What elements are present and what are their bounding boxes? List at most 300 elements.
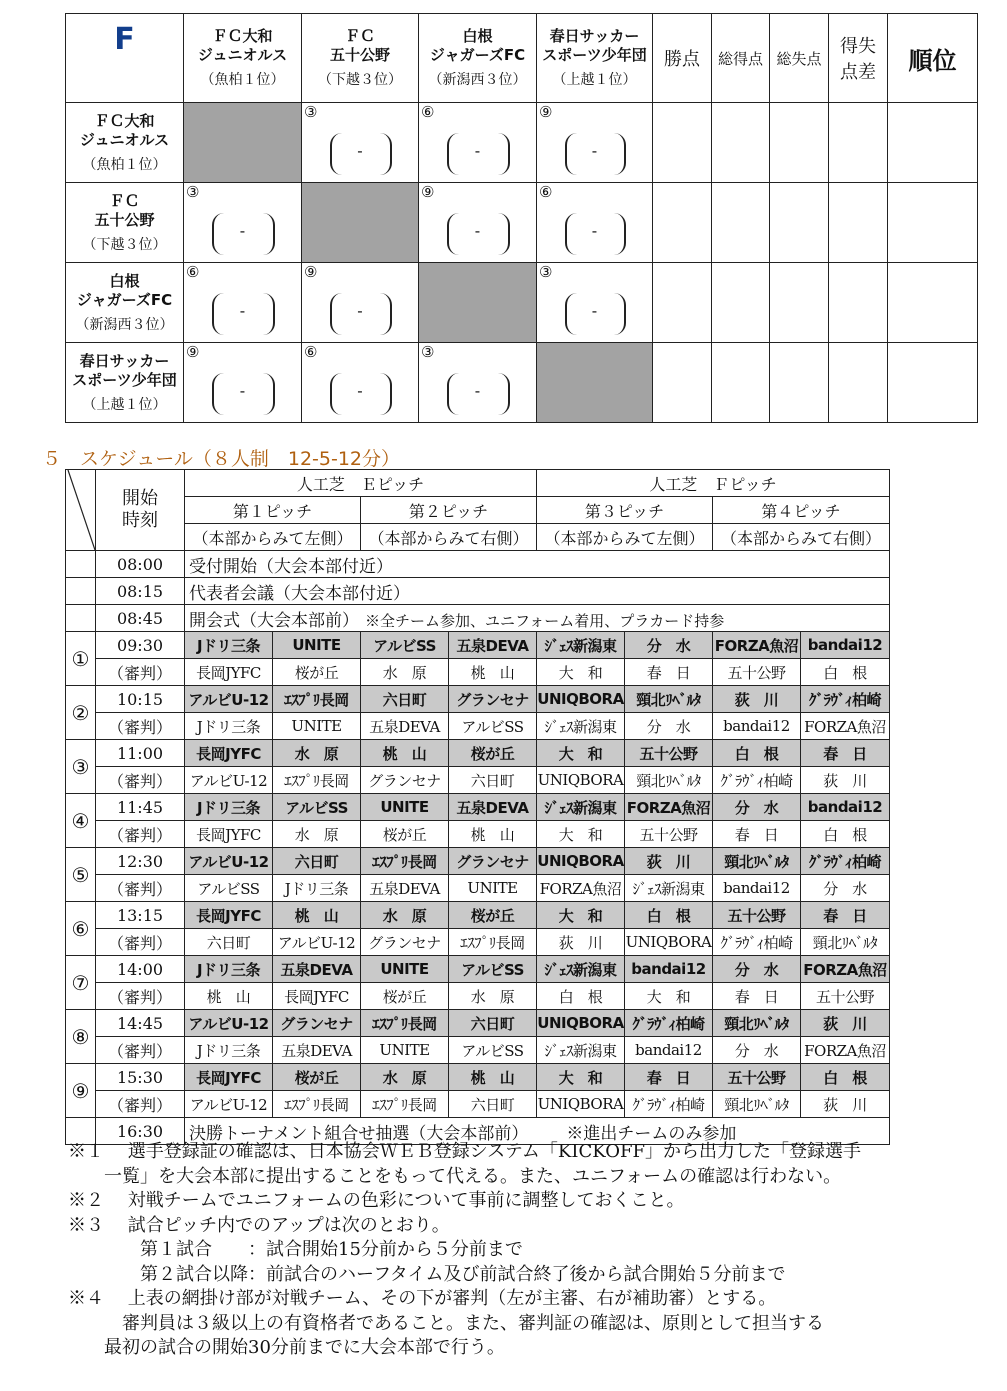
score-box [184, 183, 301, 262]
field-header: 人工芝 Ｆピッチ [537, 470, 890, 497]
score-box [537, 263, 652, 342]
event-text [185, 578, 890, 605]
blank-cell [66, 578, 96, 605]
referee-team: 桃 山 [449, 821, 537, 848]
stat-cell [829, 263, 888, 343]
round-time: 14:45 [96, 1010, 185, 1037]
referee-team: 桃 山 [449, 659, 537, 686]
referee-team: ｴｽﾌﾟﾘ長岡 [273, 1091, 361, 1118]
event-note: ※進出チームのみ参加 [566, 1123, 737, 1144]
match-team: 長岡JYFC [185, 740, 273, 767]
match-team: アルビU-12 [185, 686, 273, 713]
score-dash: - [239, 301, 246, 320]
event-note: ※全チーム参加、ユニフォーム着用、プラカード持参 [365, 611, 725, 630]
score-dash: - [591, 141, 598, 160]
referee-team: ｴｽﾌﾟﾘ長岡 [361, 1091, 449, 1118]
score-box [419, 103, 536, 182]
referee-team: 桃 山 [185, 983, 273, 1010]
pitch-name: 第３ピッチ [537, 497, 713, 524]
referee-team: 六日町 [449, 1091, 537, 1118]
note-line: ※１ 選手登録証の確認は、日本協会ＷＥＢ登録システム「KICKOFF」から出力した「登録選手 [68, 1141, 861, 1162]
league-row [66, 103, 978, 183]
match-team: 大 和 [537, 902, 625, 929]
match-team: Jドリ三条 [185, 956, 273, 983]
stat-cell [653, 103, 712, 183]
event-row [66, 551, 890, 578]
match-team: 春 日 [801, 740, 890, 767]
pitch-sub: （本部からみて左側） [185, 524, 361, 551]
league-table [65, 13, 978, 423]
score-dash: - [239, 221, 246, 240]
self-match-cell [419, 263, 537, 343]
match-team: 桃 山 [449, 1064, 537, 1091]
match-team: UNITE [361, 794, 449, 821]
score-dash: - [357, 301, 363, 320]
match-cell [302, 343, 419, 423]
pool-label: F [66, 14, 184, 103]
referee-team: アルビU-12 [185, 1091, 273, 1118]
match-team: FORZA魚沼 [713, 632, 801, 659]
round-number: ⑨ [304, 263, 318, 281]
score-box [302, 263, 418, 342]
start-time-label: 開始 時刻 [96, 470, 185, 551]
referee-team: ｼﾞｪｽ新潟東 [537, 713, 625, 740]
stat-cell [888, 103, 978, 183]
referee-team: 分 水 [713, 1037, 801, 1064]
match-team: 五泉DEVA [449, 794, 537, 821]
header-team [537, 14, 653, 103]
schedule-title: ５ スケジュール（８人制 12-5-12分） [42, 448, 401, 470]
round-teams-row [66, 1010, 890, 1037]
team-seed: （魚柏１位） [200, 72, 285, 88]
team-seed: （上越１位） [552, 72, 637, 88]
match-team: UNITE [273, 632, 361, 659]
notes [68, 1140, 968, 1361]
referee-team: 大 和 [625, 983, 713, 1010]
referee-team: FORZA魚沼 [537, 875, 625, 902]
note-line: ※２ 対戦チームでユニフォームの色彩について事前に調整しておくこと。 [68, 1190, 685, 1211]
team-seed: （上越１位） [82, 396, 167, 413]
round-number: ⑥ [539, 183, 553, 201]
match-team: 分 水 [625, 632, 713, 659]
referee-label: （審判） [96, 767, 185, 794]
event-title: 代表者会議（大会本部付近） [189, 583, 410, 604]
score-box [537, 103, 652, 182]
stat-cell [653, 183, 712, 263]
referee-team: 春 日 [713, 983, 801, 1010]
schedule-header-row [66, 470, 890, 497]
event-title: 決勝トーナメント組合せ抽選（大会本部前） [189, 1123, 529, 1144]
referee-team: 長岡JYFC [185, 821, 273, 848]
match-team: 水 原 [273, 740, 361, 767]
stat-header: 総得点 [712, 14, 770, 103]
referee-team: 白 根 [801, 821, 890, 848]
match-team: 桜が丘 [273, 1064, 361, 1091]
referee-team: 水 原 [361, 659, 449, 686]
referee-team: 六日町 [185, 929, 273, 956]
score-box [419, 183, 536, 262]
referee-team: ｴｽﾌﾟﾘ長岡 [273, 767, 361, 794]
match-team: 五十公野 [713, 1064, 801, 1091]
pitch-name: 第４ピッチ [713, 497, 890, 524]
referee-label: （審判） [96, 659, 185, 686]
referee-team: Jドリ三条 [185, 1037, 273, 1064]
round-number: ⑤ [66, 848, 96, 902]
referee-team: bandai12 [713, 713, 801, 740]
match-team: アルビU-12 [185, 1010, 273, 1037]
referee-team: グランセナ [361, 929, 449, 956]
referee-team: 長岡JYFC [185, 659, 273, 686]
stat-cell [770, 103, 829, 183]
stat-cell [770, 343, 829, 423]
match-team: UNIQBORA [537, 848, 625, 875]
match-team: ｴｽﾌﾟﾘ長岡 [361, 1010, 449, 1037]
round-teams-row [66, 632, 890, 659]
team-name: ＦＣ 五十公野 [329, 27, 390, 64]
stat-header: 得失 点差 [829, 14, 888, 103]
match-team: アルビSS [449, 956, 537, 983]
match-team: UNIQBORA [537, 1010, 625, 1037]
stat-cell [712, 263, 770, 343]
match-team: ｼﾞｪｽ新潟東 [537, 956, 625, 983]
referee-team: 荻 川 [537, 929, 625, 956]
match-team: 荻 川 [625, 848, 713, 875]
round-time: 11:45 [96, 794, 185, 821]
round-number: ⑨ [539, 103, 553, 121]
pitch-sub: （本部からみて右側） [713, 524, 890, 551]
match-team: 五泉DEVA [449, 632, 537, 659]
referee-team: ｴｽﾌﾟﾘ長岡 [449, 929, 537, 956]
score-dash: - [474, 381, 481, 400]
match-team: ｼﾞｪｽ新潟東 [537, 794, 625, 821]
event-row [66, 578, 890, 605]
match-team: Jドリ三条 [185, 794, 273, 821]
stat-cell [770, 183, 829, 263]
event-time: 08:45 [96, 605, 185, 632]
referee-team: UNIQBORA [537, 1091, 625, 1118]
referee-team: 分 水 [625, 713, 713, 740]
referee-team: 長岡JYFC [273, 983, 361, 1010]
referee-team: アルビU-12 [273, 929, 361, 956]
stat-header: 総失点 [770, 14, 829, 103]
referee-team: FORZA魚沼 [801, 713, 890, 740]
note-line: 第２試合以降：前試合のハーフタイム及び前試合終了後から試合開始５分前まで [68, 1263, 786, 1285]
team-name: 春日サッカー スポーツ少年団 [542, 27, 647, 64]
note-line: 審判員は３級以上の有資格者であること。また、審判証の確認は、原則として担当する [68, 1312, 824, 1334]
match-team: ｴｽﾌﾟﾘ長岡 [361, 848, 449, 875]
match-team: FORZA魚沼 [625, 794, 713, 821]
match-team: UNIQBORA [537, 686, 625, 713]
round-time: 14:00 [96, 956, 185, 983]
referee-team: UNIQBORA [537, 767, 625, 794]
event-title: 受付開始（大会本部付近） [189, 556, 393, 577]
corner-cell [66, 470, 96, 551]
match-team: ｸﾞﾗｳﾞｨ柏崎 [625, 1010, 713, 1037]
round-teams-row [66, 794, 890, 821]
round-teams-row [66, 902, 890, 929]
header-team [302, 14, 419, 103]
stat-header: 順位 [888, 14, 978, 103]
round-number: ③ [421, 343, 435, 361]
team-seed: （新潟西３位） [75, 316, 174, 333]
round-number: ① [66, 632, 96, 686]
referee-team: 大 和 [537, 659, 625, 686]
header-team [419, 14, 537, 103]
match-cell [419, 343, 537, 423]
note-line: 一覧」を大会本部に提出することをもって代える。また、ユニフォームの確認は行わない。 [68, 1165, 842, 1187]
blank-cell [66, 605, 96, 632]
referee-team: 五十公野 [625, 821, 713, 848]
match-cell [537, 183, 653, 263]
row-team [66, 183, 184, 263]
match-team: 長岡JYFC [185, 902, 273, 929]
event-row [66, 605, 890, 632]
team-seed: （下越３位） [318, 72, 402, 88]
referee-team: FORZA魚沼 [801, 1037, 890, 1064]
match-cell [537, 263, 653, 343]
round-time: 15:30 [96, 1064, 185, 1091]
match-team: UNITE [361, 956, 449, 983]
round-number: ③ [539, 263, 553, 281]
round-number: ② [66, 686, 96, 740]
round-refs-row [66, 821, 890, 848]
round-number: ⑥ [186, 263, 200, 281]
stat-cell [829, 343, 888, 423]
team-name: ＦＣ 五十公野 [94, 191, 155, 229]
match-team: 荻 川 [801, 1010, 890, 1037]
round-refs-row [66, 983, 890, 1010]
team-name: 白根 ジャガーズFC [429, 27, 526, 64]
pitch-sub: （本部からみて左側） [537, 524, 713, 551]
match-team: FORZA魚沼 [801, 956, 890, 983]
team-name: 白根 ジャガーズFC [76, 271, 173, 309]
referee-team: 五十公野 [801, 983, 890, 1010]
referee-label: （審判） [96, 1091, 185, 1118]
score-box [537, 183, 652, 262]
league-row [66, 343, 978, 423]
referee-team: bandai12 [713, 875, 801, 902]
referee-team: Jドリ三条 [185, 713, 273, 740]
referee-team: 水 原 [273, 821, 361, 848]
match-team: 五泉DEVA [273, 956, 361, 983]
event-time: 08:00 [96, 551, 185, 578]
round-number: ⑨ [186, 343, 200, 361]
score-dash: - [239, 381, 246, 400]
pitch-name: 第２ピッチ [361, 497, 537, 524]
round-time: 10:15 [96, 686, 185, 713]
match-team: 頸北ﾘﾍﾞﾙﾀ [713, 848, 801, 875]
round-number: ⑥ [421, 103, 435, 121]
score-dash: - [474, 141, 481, 160]
referee-label: （審判） [96, 1037, 185, 1064]
round-refs-row [66, 767, 890, 794]
round-time: 13:15 [96, 902, 185, 929]
pitch-name-row [66, 497, 890, 524]
score-box [302, 103, 418, 182]
referee-team: 春 日 [625, 659, 713, 686]
stat-cell [712, 343, 770, 423]
match-team: ｼﾞｪｽ新潟東 [537, 632, 625, 659]
match-team: bandai12 [801, 632, 890, 659]
round-number: ③ [66, 740, 96, 794]
match-team: 長岡JYFC [185, 1064, 273, 1091]
match-cell [184, 343, 302, 423]
referee-team: グランセナ [361, 767, 449, 794]
match-team: bandai12 [625, 956, 713, 983]
round-refs-row [66, 875, 890, 902]
score-dash: - [474, 221, 481, 240]
match-team: 分 水 [713, 956, 801, 983]
self-match-cell [302, 183, 419, 263]
score-box [184, 343, 301, 422]
referee-label: （審判） [96, 929, 185, 956]
match-team: アルビSS [361, 632, 449, 659]
team-seed: （下越３位） [82, 236, 167, 253]
event-title: 開会式（大会本部前） [189, 610, 359, 631]
round-teams-row [66, 956, 890, 983]
round-teams-row [66, 740, 890, 767]
referee-team: ｼﾞｪｽ新潟東 [537, 1037, 625, 1064]
round-number: ⑥ [304, 343, 318, 361]
match-team: 五十公野 [713, 902, 801, 929]
match-team: ｸﾞﾗｳﾞｨ柏崎 [801, 686, 890, 713]
referee-team: Jドリ三条 [273, 875, 361, 902]
match-team: 頸北ﾘﾍﾞﾙﾀ [713, 1010, 801, 1037]
match-team: 水 原 [361, 1064, 449, 1091]
score-box [302, 343, 418, 422]
referee-team: アルビSS [449, 713, 537, 740]
match-team: 大 和 [537, 740, 625, 767]
referee-team: bandai12 [625, 1037, 713, 1064]
round-number: ⑥ [66, 902, 96, 956]
round-number: ⑨ [421, 183, 435, 201]
round-refs-row [66, 1091, 890, 1118]
field-header: 人工芝 Ｅピッチ [185, 470, 537, 497]
referee-team: UNITE [361, 1037, 449, 1064]
referee-team: 六日町 [449, 767, 537, 794]
match-cell [184, 183, 302, 263]
event-time: 16:30 [96, 1118, 185, 1145]
note-line: ※３ 試合ピッチ内でのアップは次のとおり。 [68, 1214, 450, 1236]
referee-team: 水 原 [449, 983, 537, 1010]
note-line: 第１試合 ：試合開始15分前から５分前まで [68, 1239, 523, 1260]
match-team: 五十公野 [625, 740, 713, 767]
referee-label: （審判） [96, 713, 185, 740]
row-team [66, 263, 184, 343]
match-team: 桜が丘 [449, 902, 537, 929]
referee-team: 五十公野 [713, 659, 801, 686]
match-team: 春 日 [801, 902, 890, 929]
round-number: ⑦ [66, 956, 96, 1010]
event-time: 08:15 [96, 578, 185, 605]
round-time: 09:30 [96, 632, 185, 659]
match-team: グランセナ [449, 686, 537, 713]
referee-team: 白 根 [801, 659, 890, 686]
referee-team: 荻 川 [801, 767, 890, 794]
referee-team: ｸﾞﾗｳﾞｨ柏崎 [713, 767, 801, 794]
referee-team: UNITE [273, 713, 361, 740]
event-text [185, 605, 890, 632]
round-refs-row [66, 1037, 890, 1064]
referee-team: 大 和 [537, 821, 625, 848]
self-match-cell [184, 103, 302, 183]
match-cell [419, 103, 537, 183]
match-team: 分 水 [713, 794, 801, 821]
referee-team: 分 水 [801, 875, 890, 902]
referee-team: アルビSS [185, 875, 273, 902]
round-teams-row [66, 1064, 890, 1091]
match-team: bandai12 [801, 794, 890, 821]
round-number: ③ [186, 183, 200, 201]
referee-team: 桜が丘 [273, 659, 361, 686]
referee-team: ｸﾞﾗｳﾞｨ柏崎 [625, 1091, 713, 1118]
round-time: 11:00 [96, 740, 185, 767]
match-team: 頸北ﾘﾍﾞﾙﾀ [625, 686, 713, 713]
league-row [66, 183, 978, 263]
match-team: 荻 川 [713, 686, 801, 713]
referee-team: アルビU-12 [185, 767, 273, 794]
match-team: 水 原 [361, 902, 449, 929]
round-refs-row [66, 929, 890, 956]
schedule-table [65, 469, 890, 1145]
stat-cell [829, 183, 888, 263]
pitch-sub-row [66, 524, 890, 551]
referee-team: 五泉DEVA [273, 1037, 361, 1064]
team-seed: （魚柏１位） [82, 156, 167, 173]
stat-header: 勝点 [653, 14, 712, 103]
match-team: グランセナ [273, 1010, 361, 1037]
match-team: 六日町 [449, 1010, 537, 1037]
round-number: ⑨ [66, 1064, 96, 1118]
match-team: 桃 山 [361, 740, 449, 767]
referee-team: 荻 川 [801, 1091, 890, 1118]
referee-label: （審判） [96, 821, 185, 848]
pitch-sub: （本部からみて右側） [361, 524, 537, 551]
match-team: 桜が丘 [449, 740, 537, 767]
match-team: ｸﾞﾗｳﾞｨ柏崎 [801, 848, 890, 875]
match-cell [419, 183, 537, 263]
team-name: ＦＣ大和 ジュニオルス [197, 27, 288, 64]
match-team: ｴｽﾌﾟﾘ長岡 [273, 686, 361, 713]
stat-cell [829, 103, 888, 183]
referee-team: 頸北ﾘﾍﾞﾙﾀ [801, 929, 890, 956]
self-match-cell [537, 343, 653, 423]
score-dash: - [591, 301, 598, 320]
match-team: 六日町 [273, 848, 361, 875]
round-number: ⑧ [66, 1010, 96, 1064]
score-box [184, 263, 301, 342]
team-name: 春日サッカー スポーツ少年団 [72, 351, 177, 389]
round-number: ③ [304, 103, 318, 121]
score-dash: - [357, 381, 363, 400]
referee-team: ｸﾞﾗｳﾞｨ柏崎 [713, 929, 801, 956]
referee-team: 五泉DEVA [361, 875, 449, 902]
referee-team: ｼﾞｪｽ新潟東 [625, 875, 713, 902]
row-team [66, 343, 184, 423]
stat-cell [653, 343, 712, 423]
note-line: ※４ 上表の網掛け部が対戦チーム、その下が審判（左が主審、右が補助審）とする。 [68, 1288, 777, 1309]
stat-cell [770, 263, 829, 343]
match-team: グランセナ [449, 848, 537, 875]
stat-cell [888, 183, 978, 263]
match-team: 六日町 [361, 686, 449, 713]
stat-cell [888, 343, 978, 423]
team-name: ＦＣ大和 ジュニオルス [79, 111, 170, 149]
stat-cell [888, 263, 978, 343]
match-team: アルビSS [273, 794, 361, 821]
match-cell [302, 263, 419, 343]
round-time: 12:30 [96, 848, 185, 875]
